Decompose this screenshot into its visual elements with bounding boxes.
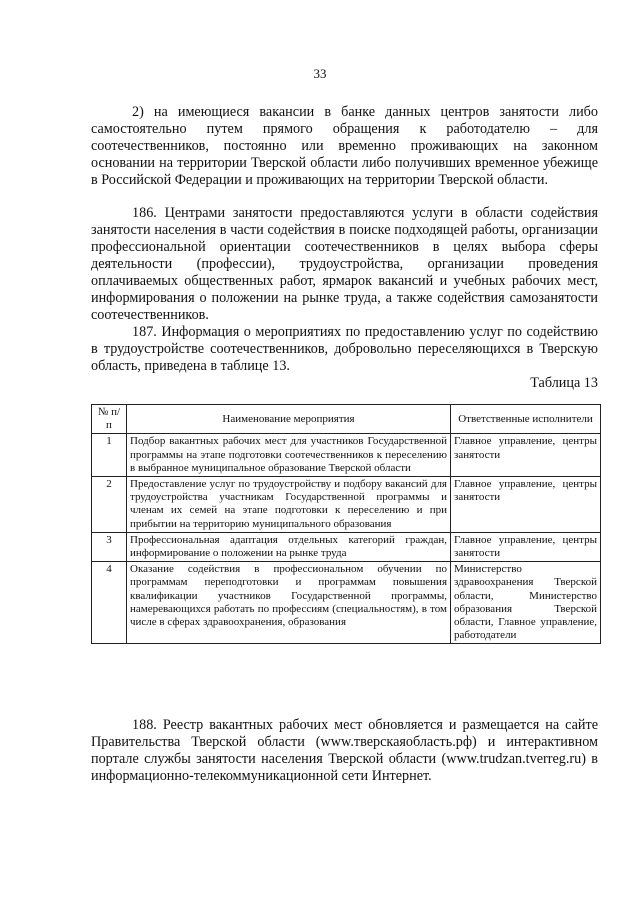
table-header-row [92,405,601,434]
table-row [92,532,601,561]
row-number: 2 [92,477,127,533]
column-header-measure: Наименование мероприятия [127,405,451,434]
row-executors: Министерство здравоохранения Тверской области, Министерство образования Тверской области, Главное управление, работодатели [451,562,601,644]
paragraph-item-2 [91,104,598,189]
paragraph-187 [91,324,598,375]
row-measure: Профессиональная адаптация отдельных категорий граждан, информирование о положении на рынке труда [127,532,451,561]
table-row [92,562,601,644]
measures-table [91,404,601,644]
paragraph-text: 2) на имеющиеся вакансии в банке данных центров занятости либо самостоятельно путем прямого обращения к работодателю – для соотечественников, постоянно или временно проживающих на законном основании на территории Тверской области либо получивших временное убежище в Российской Федерации и проживающих на территории Тверской области. [91,104,598,188]
row-executors: Главное управление, центры занятости [451,477,601,533]
page-number: 33 [313,66,327,81]
row-executors: Главное управление, центры занятости [451,434,601,477]
column-header-number: № п/п [92,405,127,434]
paragraph-text: 188. Реестр вакантных рабочих мест обновляется и размещается на сайте Правительства Тверской области (www.тверскаяобласть.рф) и интерактивном портале службы занятости населения Тверской области (www.trudzan.tverreg.ru) в информационно-телекоммуникационной сети Интернет. [91,717,598,784]
paragraph-text: 187. Информация о мероприятиях по предоставлению услуг по содействию в трудоустройстве соотечественников, добровольно переселяющихся в Тверскую область, приведена в таблице 13. [91,324,598,374]
row-number: 1 [92,434,127,477]
column-header-executors: Ответственные исполнители [451,405,601,434]
row-number: 3 [92,532,127,561]
row-measure: Предоставление услуг по трудоустройству и подбору вакансий для трудоустройства участникам Государственной программы и членам их семей на этапе подготовки к переселению и при прибытии на территорию муниципального образования [127,477,451,533]
table-caption: Таблица 13 [530,375,598,391]
row-measure: Оказание содействия в профессиональном обучении по программам переподготовки и программам повышения квалификации участников Государственной программы, намеревающихся работать по профессиям (специальностям), в том числе в сферах здравоохранения, образования [127,562,451,644]
row-number: 4 [92,562,127,644]
paragraph-186 [91,205,598,324]
paragraph-text: 186. Центрами занятости предоставляются услуги в области содействия занятости населения в части содействия в поиске подходящей работы, организации профессиональной ориентации соотечественников в целях выбора сферы деятельности (профессии), трудоустройства, организации проведения оплачиваемых общественных работ, ярмарок вакансий и учебных рабочих мест, информирования о положении на рынке труда, а также содействия самозанятости соотечественников. [91,205,598,323]
table-row [92,434,601,477]
row-executors: Главное управление, центры занятости [451,532,601,561]
table-row [92,477,601,533]
row-measure: Подбор вакантных рабочих мест для участников Государственной программы на этапе подготовки соотечественников к переселению в выбранное муниципальное образование Тверской области [127,434,451,477]
paragraph-188 [91,717,598,785]
